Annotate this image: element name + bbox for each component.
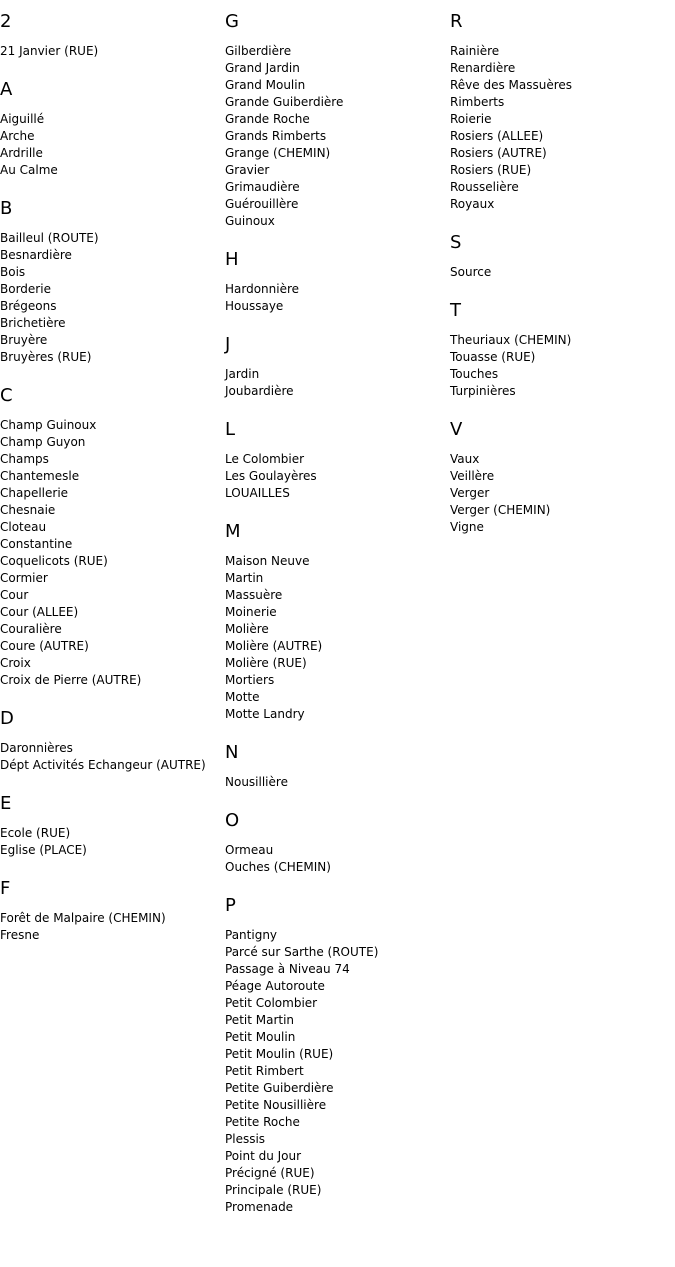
street-link[interactable]: Arche — [0, 129, 35, 143]
letter-group — [0, 78, 225, 179]
letter-heading: H — [225, 249, 239, 270]
street-link[interactable]: Vaux — [450, 452, 480, 466]
street-list — [0, 825, 225, 859]
street-list — [225, 281, 450, 315]
street-link[interactable]: Turpinières — [450, 384, 516, 398]
letter-group — [0, 197, 225, 366]
street-link[interactable]: Molière (RUE) — [225, 656, 307, 670]
street-link[interactable]: Brichetière — [0, 316, 66, 330]
street-link[interactable]: Rosiers (AUTRE) — [450, 146, 547, 160]
street-link[interactable]: Rêve des Massuères — [450, 78, 573, 92]
street-link[interactable]: Constantine — [0, 537, 73, 551]
street-list — [0, 43, 225, 60]
street-link[interactable]: Rousselière — [450, 180, 519, 194]
street-list — [450, 451, 675, 536]
street-link[interactable]: Champ Guyon — [0, 435, 86, 449]
street-list — [225, 43, 450, 230]
street-link[interactable]: Ecole (RUE) — [0, 826, 71, 840]
street-link[interactable]: Guérouillère — [225, 197, 299, 211]
street-link[interactable]: Point du Jour — [225, 1149, 302, 1163]
street-link[interactable]: Petit Martin — [225, 1013, 295, 1027]
street-link[interactable]: Gilberdière — [225, 44, 292, 58]
letter-heading: N — [225, 742, 239, 763]
letter-group — [225, 894, 450, 1216]
street-list — [225, 451, 450, 502]
street-list — [225, 366, 450, 400]
street-link[interactable]: Bailleul (ROUTE) — [0, 231, 99, 245]
street-link[interactable]: Petite Roche — [225, 1115, 300, 1129]
letter-heading: O — [225, 810, 240, 831]
street-link[interactable]: Précigné (RUE) — [225, 1166, 315, 1180]
street-index-column-2 — [225, 10, 450, 1234]
letter-heading: D — [0, 708, 14, 729]
street-link[interactable]: Gravier — [225, 163, 270, 177]
street-link[interactable]: Motte Landry — [225, 707, 305, 721]
street-link[interactable]: Chesnaie — [0, 503, 56, 517]
letter-heading: T — [450, 300, 461, 321]
street-list — [225, 553, 450, 723]
street-link[interactable]: Royaux — [450, 197, 495, 211]
street-link[interactable]: Croix de Pierre (AUTRE) — [0, 673, 142, 687]
street-link[interactable]: Bruyère — [0, 333, 48, 347]
letter-heading: S — [450, 232, 462, 253]
street-list — [450, 264, 675, 281]
letter-heading: C — [0, 385, 13, 406]
street-link[interactable]: Besnardière — [0, 248, 72, 262]
street-link[interactable]: Pantigny — [225, 928, 278, 942]
street-link[interactable]: Rimberts — [450, 95, 505, 109]
street-link[interactable]: Couralière — [0, 622, 62, 636]
street-link[interactable]: Martin — [225, 571, 264, 585]
street-list — [0, 417, 225, 689]
street-link[interactable]: Promenade — [225, 1200, 294, 1214]
street-link[interactable]: Bois — [0, 265, 26, 279]
street-link[interactable]: Grand Moulin — [225, 78, 306, 92]
letter-group — [0, 384, 225, 689]
street-link[interactable]: Cour (ALLEE) — [0, 605, 79, 619]
street-link[interactable]: Borderie — [0, 282, 51, 296]
street-list — [450, 332, 675, 400]
street-link[interactable]: Petit Moulin — [225, 1030, 296, 1044]
letter-group — [225, 333, 450, 400]
street-link[interactable]: Croix — [0, 656, 31, 670]
letter-group — [450, 299, 675, 400]
street-link[interactable]: Petit Moulin (RUE) — [225, 1047, 334, 1061]
street-link[interactable]: Theuriaux (CHEMIN) — [450, 333, 572, 347]
street-link[interactable]: Guinoux — [225, 214, 275, 228]
letter-heading: L — [225, 419, 236, 440]
street-link[interactable]: Ormeau — [225, 843, 274, 857]
letter-group — [225, 248, 450, 315]
street-link[interactable]: Renardière — [450, 61, 516, 75]
street-link[interactable]: Au Calme — [0, 163, 58, 177]
street-link[interactable]: Vigne — [450, 520, 484, 534]
street-link[interactable]: Maison Neuve — [225, 554, 310, 568]
street-index-column-3 — [450, 10, 675, 554]
street-list — [0, 740, 225, 774]
letter-heading: B — [0, 198, 13, 219]
street-link[interactable]: Fresne — [0, 928, 40, 942]
street-link[interactable]: Ardrille — [0, 146, 43, 160]
letter-heading: F — [0, 878, 11, 899]
street-list — [0, 230, 225, 366]
letter-group — [0, 792, 225, 859]
street-link[interactable]: Source — [450, 265, 492, 279]
street-link[interactable]: Nousillière — [225, 775, 288, 789]
letter-group — [225, 520, 450, 723]
street-link[interactable]: Plessis — [225, 1132, 266, 1146]
street-link[interactable]: Bruyères (RUE) — [0, 350, 92, 364]
street-link[interactable]: Roierie — [450, 112, 492, 126]
letter-group — [450, 418, 675, 536]
street-link[interactable]: Petit Colombier — [225, 996, 318, 1010]
street-link[interactable]: Cormier — [0, 571, 48, 585]
street-link[interactable]: Coquelicots (RUE) — [0, 554, 108, 568]
street-link[interactable]: Le Colombier — [225, 452, 305, 466]
street-link[interactable]: Grande Roche — [225, 112, 310, 126]
letter-heading: V — [450, 419, 463, 440]
street-link[interactable]: LOUAILLES — [225, 486, 290, 500]
street-link[interactable]: Joubardière — [225, 384, 294, 398]
street-link[interactable]: Touasse (RUE) — [450, 350, 536, 364]
street-link[interactable]: Molière — [225, 622, 269, 636]
letter-heading: M — [225, 521, 241, 542]
street-link[interactable]: 21 Janvier (RUE) — [0, 44, 99, 58]
letter-group — [450, 231, 675, 281]
street-link[interactable]: Molière (AUTRE) — [225, 639, 323, 653]
street-link[interactable]: Passage à Niveau 74 — [225, 962, 350, 976]
street-link[interactable]: Coure (AUTRE) — [0, 639, 89, 653]
street-list — [225, 774, 450, 791]
street-link[interactable]: Grande Guiberdière — [225, 95, 344, 109]
street-link[interactable]: Principale (RUE) — [225, 1183, 322, 1197]
street-link[interactable]: Hardonnière — [225, 282, 300, 296]
street-link[interactable]: Ouches (CHEMIN) — [225, 860, 331, 874]
street-link[interactable]: Verger — [450, 486, 490, 500]
street-link[interactable]: Rosiers (ALLEE) — [450, 129, 544, 143]
street-link[interactable]: Veillère — [450, 469, 495, 483]
street-list — [225, 842, 450, 876]
street-list — [225, 927, 450, 1216]
street-link[interactable]: Verger (CHEMIN) — [450, 503, 551, 517]
street-link[interactable]: Grand Jardin — [225, 61, 300, 75]
street-link[interactable]: Aiguillé — [0, 112, 45, 126]
street-link[interactable]: Chapellerie — [0, 486, 69, 500]
street-link[interactable]: Touches — [450, 367, 499, 381]
street-link[interactable]: Rainière — [450, 44, 500, 58]
letter-group — [225, 741, 450, 791]
street-link[interactable]: Grimaudière — [225, 180, 300, 194]
street-link[interactable]: Eglise (PLACE) — [0, 843, 87, 857]
letter-heading: A — [0, 79, 13, 100]
street-list — [0, 111, 225, 179]
letter-group — [0, 707, 225, 774]
street-link[interactable]: Parcé sur Sarthe (ROUTE) — [225, 945, 379, 959]
street-link[interactable]: Brégeons — [0, 299, 57, 313]
letter-heading: R — [450, 11, 463, 32]
letter-heading: J — [225, 334, 231, 355]
letter-group — [450, 10, 675, 213]
street-link[interactable]: Grands Rimberts — [225, 129, 327, 143]
street-link[interactable]: Forêt de Malpaire (CHEMIN) — [0, 911, 166, 925]
street-link[interactable]: Moinerie — [225, 605, 277, 619]
street-index-column-1 — [0, 10, 225, 962]
letter-group — [0, 877, 225, 944]
street-link[interactable]: Grange (CHEMIN) — [225, 146, 331, 160]
street-link[interactable]: Cour — [0, 588, 29, 602]
street-link[interactable]: Houssaye — [225, 299, 284, 313]
letter-group — [0, 10, 225, 60]
letter-heading: E — [0, 793, 12, 814]
street-link[interactable]: Cloteau — [0, 520, 47, 534]
street-link[interactable]: Dépt Activités Echangeur (AUTRE) — [0, 758, 206, 772]
letter-group — [225, 418, 450, 502]
street-link[interactable]: Champs — [0, 452, 49, 466]
street-link[interactable]: Massuère — [225, 588, 283, 602]
street-list — [450, 43, 675, 213]
street-link[interactable]: Motte — [225, 690, 260, 704]
letter-heading: 2 — [0, 11, 12, 32]
street-link[interactable]: Petite Nousillière — [225, 1098, 327, 1112]
street-link[interactable]: Mortiers — [225, 673, 275, 687]
street-list — [0, 910, 225, 944]
street-link[interactable]: Petite Guiberdière — [225, 1081, 334, 1095]
street-link[interactable]: Champ Guinoux — [0, 418, 97, 432]
street-link[interactable]: Jardin — [225, 367, 260, 381]
street-link[interactable]: Rosiers (RUE) — [450, 163, 532, 177]
street-link[interactable]: Petit Rimbert — [225, 1064, 304, 1078]
letter-group — [225, 10, 450, 230]
street-link[interactable]: Péage Autoroute — [225, 979, 325, 993]
street-link[interactable]: Chantemesle — [0, 469, 80, 483]
letter-heading: G — [225, 11, 239, 32]
letter-group — [225, 809, 450, 876]
street-link[interactable]: Daronnières — [0, 741, 73, 755]
letter-heading: P — [225, 895, 236, 916]
street-link[interactable]: Les Goulayères — [225, 469, 317, 483]
